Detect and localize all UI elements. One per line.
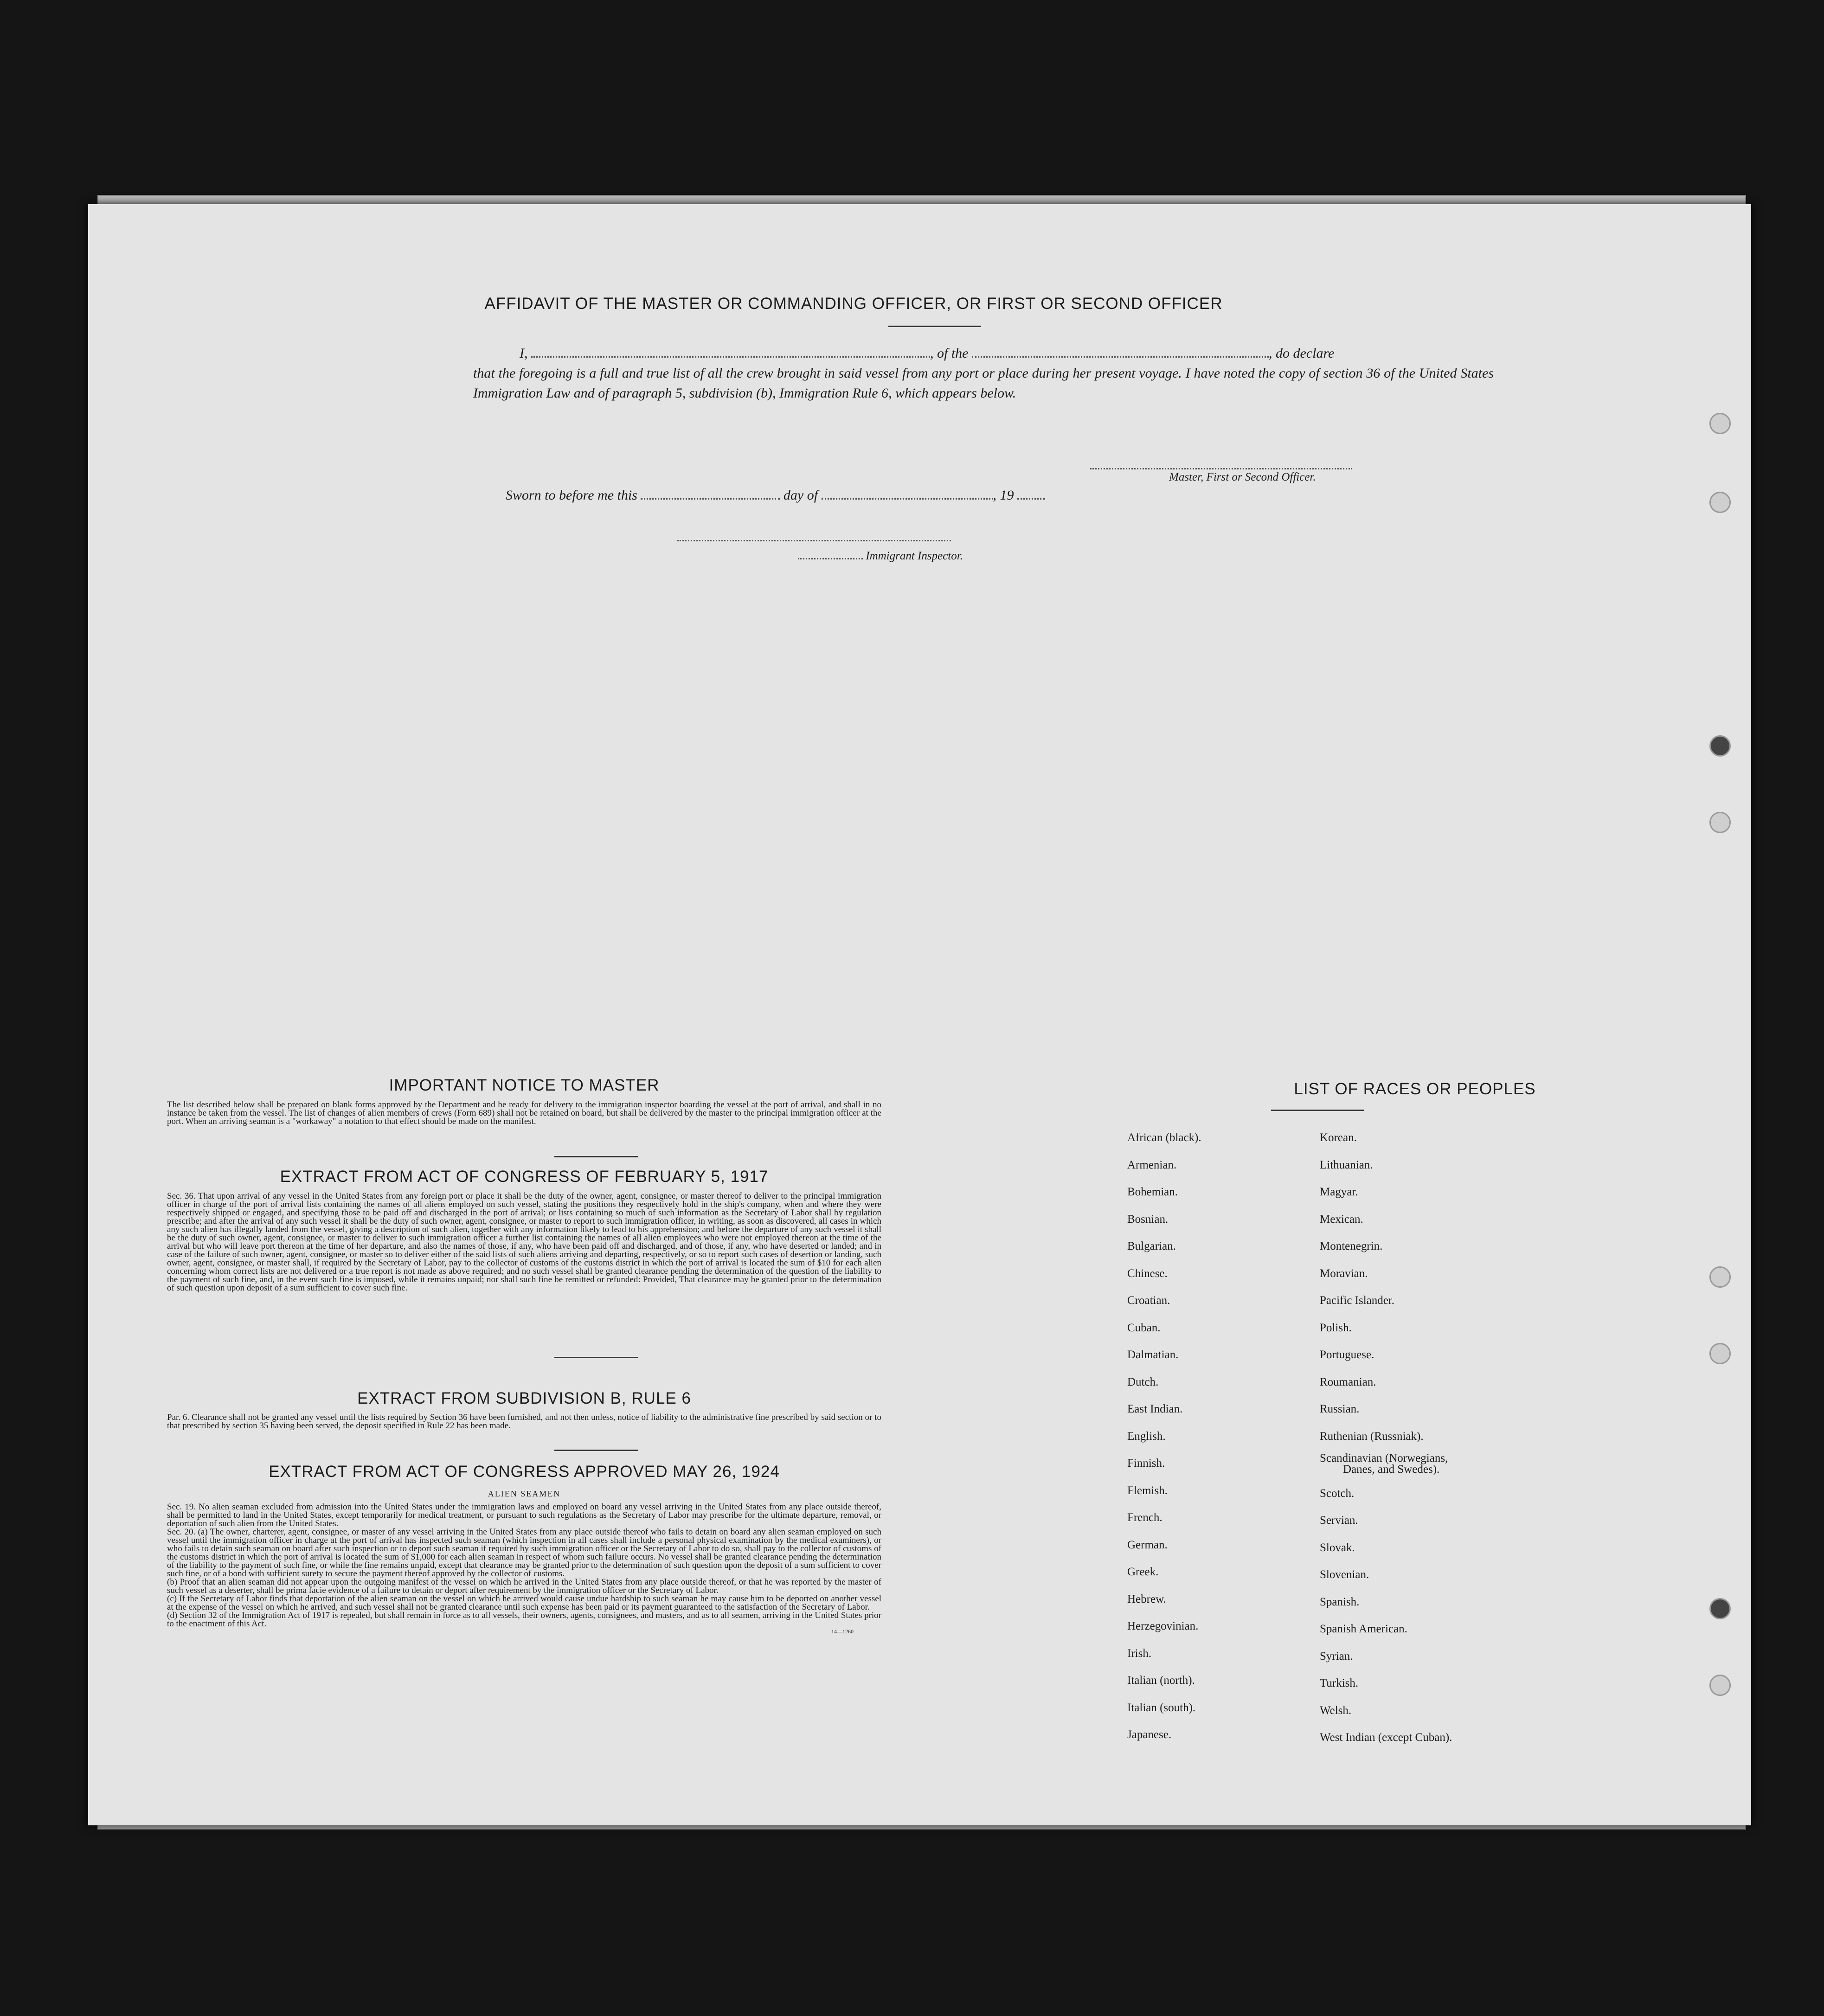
race-item: Bohemian. — [1127, 1186, 1178, 1198]
sworn-year-field[interactable] — [1017, 487, 1045, 500]
races-left-column — [1127, 1124, 1313, 1749]
race-item: Korean. — [1320, 1131, 1357, 1144]
race-item: French. — [1127, 1511, 1162, 1524]
race-item: Italian (north). — [1127, 1674, 1195, 1687]
race-item: Russian. — [1320, 1403, 1360, 1415]
inspector-label — [798, 550, 963, 563]
extract-1924-title: EXTRACT FROM ACT OF CONGRESS APPROVED MAY 26, 1924 — [269, 1463, 780, 1481]
race-item: Slovak. — [1320, 1541, 1355, 1554]
race-item: Finnish. — [1127, 1457, 1165, 1470]
race-item: Portuguese. — [1320, 1348, 1374, 1361]
races-title: LIST OF RACES OR PEOPLES — [1294, 1080, 1536, 1098]
race-item: Mexican. — [1320, 1213, 1363, 1226]
race-item: Servian. — [1320, 1514, 1358, 1527]
notice-title: IMPORTANT NOTICE TO MASTER — [389, 1076, 660, 1094]
section-rule — [554, 1450, 638, 1451]
race-item: Slovenian. — [1320, 1568, 1369, 1581]
race-item: Lithuanian. — [1320, 1158, 1373, 1171]
race-item: Turkish. — [1320, 1677, 1359, 1689]
race-item: Dalmatian. — [1127, 1348, 1179, 1361]
race-item: Dutch. — [1127, 1375, 1159, 1388]
inspector-dotted-lead — [798, 552, 863, 559]
race-item: Greek. — [1127, 1566, 1159, 1578]
race-item: Polish. — [1320, 1321, 1352, 1334]
punch-hole — [1709, 1675, 1731, 1696]
affidavit-of-the: , of the — [930, 346, 969, 361]
race-item: Pacific Islander. — [1320, 1294, 1395, 1307]
section-20c: (c) If the Secretary of Labor finds that deportation of the alien seaman on the vessel on which he arrived would cause undue hardship to such seaman he may cause him to be deported on another vessel at the expense of the vessel on which he arrived, and such vessel shall not be granted clearance until such expense has been paid or its payment guaranteed to the satisfaction of the Secretary of Labor. — [167, 1594, 881, 1612]
inspector-signature-field[interactable] — [677, 529, 951, 541]
race-item: Scotch. — [1320, 1487, 1355, 1500]
day-of: day of — [783, 488, 818, 503]
affidavit-i: I, — [520, 346, 528, 361]
document-page — [88, 204, 1751, 1825]
race-item: Croatian. — [1127, 1294, 1170, 1307]
race-item: Roumanian. — [1320, 1375, 1376, 1388]
vessel-field[interactable] — [972, 345, 1269, 358]
extract-1917-text: Sec. 36. That upon arrival of any vessel in the United States from any foreign port or place it shall be the duty of the owner, agent, consignee, or master thereof to deliver to the principal immigration officer in charge of the port of arrival lists containing the names of all aliens employed on such vessel, stating the positions they respectively hold in the ship's company, when and where they were respectively shipped or engaged, and specifying those to be paid off and discharged in the port of arrival; or lists containing so much of such information as the Secretary of Labor shall by regulation prescribe; and after the arrival of any such vessel it shall be the duty of such owner, agent, consignee, or master to report to such immigration officer, in writing, as soon as discovered, all cases in which any such alien has illegally landed from the vessel, giving a description of such alien, together with any information likely to lead to his apprehension; and before the departure of any such vessel it shall be the duty of such owner, agent, consignee, or master to deliver to such immigration officer a further list containing the names of all alien employees who were not employed thereon at the time of the arrival but who will leave port thereon at the time of her departure, and also the names of those, if any, who have been paid off and discharged, and of those, if any, who have deserted or landed; and in case of the failure of such owner, agent, consignee, or master so to deliver either of the said lists of such aliens arriving and departing, respectively, or so to report such cases of desertion or landing, such owner, agent, consignee, or master shall, if required by the Secretary of Labor, pay to the collector of customs of the customs district in which the port of arrival is located the sum of $10 for each alien concerning whom correct lists are not delivered or a true report is not made as above required; and no such vessel shall be granted clearance pending the determination of the question of the liability to the payment of such fine, and, in the event such fine is imposed, while it remains unpaid; nor shall such fine be remitted or refunded: Provided, That clearance may be granted prior to the determination of such question upon deposit of a sum sufficient to cover such fine. — [167, 1191, 881, 1293]
race-item: Montenegrin. — [1320, 1240, 1383, 1252]
sworn-line — [506, 487, 1045, 503]
race-item: Cuban. — [1127, 1321, 1161, 1334]
race-item: Syrian. — [1320, 1650, 1353, 1663]
affidavit-body — [473, 343, 1494, 403]
race-item: Ruthenian (Russniak). — [1320, 1430, 1424, 1443]
punch-hole — [1709, 413, 1731, 434]
year-prefix: , 19 — [993, 488, 1014, 503]
punch-hole — [1709, 1266, 1731, 1288]
race-item: Italian (south). — [1127, 1701, 1196, 1714]
section-20a: Sec. 20. (a) The owner, charterer, agent, consignee, or master of any vessel arriving in the United States from any place outside thereof who fails to detain on board any alien seaman employed on such vessel until the immigration officer in charge at the port of arrival has inspected such seaman (which inspection in all cases shall include a personal physical examination by the medical examiners), or who fails to detain such seaman on board after such inspection or to deport such seaman if required by such immigration officer or the Secretary of Labor to do so, shall pay to the collector of customs of the customs district in which the port of arrival is located the sum of $1,000 for each alien seaman in respect of whom such failure occurs. No vessel shall be granted clearance pending the determination of the liability to the payment of such fine, or while the fine remains unpaid, except that clearance may be granted prior to the determination of such question upon the deposit of a sum sufficient to cover such fine, or of a bond with sufficient surety to secure the payment thereof approved by the collector of customs. — [167, 1527, 881, 1579]
sworn-before: Sworn to before me this — [506, 488, 637, 503]
signature-field[interactable] — [1090, 457, 1352, 469]
race-item-line2: Danes, and Swedes). — [1343, 1463, 1440, 1476]
race-item: African (black). — [1127, 1131, 1201, 1144]
affidavit-declaration-line — [473, 343, 1494, 363]
inspector-label-text: Immigrant Inspector. — [866, 550, 963, 562]
form-number: 14—1260 — [831, 1628, 854, 1635]
name-field[interactable] — [531, 345, 930, 358]
sworn-month-field[interactable] — [822, 487, 993, 500]
affidavit-text: that the foregoing is a full and true list of all the crew brought in said vessel from any port or place during her present voyage. I have noted the copy of section 36 of the United States Immigration Law and of paragraph 5, subdivision (b), Immigration Rule 6, which appears below. — [473, 366, 1494, 401]
signature-label: Master, First or Second Officer. — [1169, 471, 1316, 483]
races-title-rule — [1271, 1110, 1364, 1111]
race-item: Bosnian. — [1127, 1213, 1169, 1226]
punch-hole — [1709, 812, 1731, 833]
race-item: Flemish. — [1127, 1484, 1168, 1497]
race-item: Hebrew. — [1127, 1592, 1166, 1605]
punch-hole — [1709, 735, 1731, 757]
subdivision-title: EXTRACT FROM SUBDIVISION B, RULE 6 — [357, 1389, 691, 1407]
race-item: Japanese. — [1127, 1728, 1172, 1741]
section-rule — [554, 1357, 638, 1358]
section-rule — [554, 1156, 638, 1157]
sworn-day-field[interactable] — [641, 487, 780, 500]
race-item-scandinavian — [1320, 1450, 1542, 1480]
affidavit-do-declare: , do declare — [1269, 346, 1335, 361]
race-item: Moravian. — [1320, 1267, 1368, 1280]
race-item-line1: Scandinavian (Norwegians, — [1320, 1452, 1448, 1464]
notice-text: The list described below shall be prepared on blank forms approved by the Department and be ready for delivery to the immigration inspector boarding the vessel at the port of arrival, and shall in no instance be taken from the vessel. The list of changes of alien members of crews (Form 689) shall not be retained on board, but shall be delivered by the master to the principal immigration officer at the port. When an arriving seaman is a "workaway" a notation to that effect should be made on the manifest. — [167, 1100, 881, 1126]
extract-1924-subtitle: ALIEN SEAMEN — [488, 1489, 561, 1498]
race-item: West Indian (except Cuban). — [1320, 1731, 1452, 1744]
race-item: Chinese. — [1127, 1267, 1168, 1280]
race-item: Irish. — [1127, 1647, 1152, 1660]
affidavit-title: AFFIDAVIT OF THE MASTER OR COMMANDING OFFICER, OR FIRST OR SECOND OFFICER — [484, 295, 1223, 313]
race-item: Welsh. — [1320, 1704, 1352, 1717]
section-20b: (b) Proof that an alien seaman did not appear upon the outgoing manifest of the vessel on which he arrived in the United States from any place outside thereof, or that he was reported by the master of such vessel as a deserter, shall be prima facie evidence of a failure to detain or deport after requirement by the immigration officer or the Secretary of Labor. — [167, 1577, 881, 1595]
race-item: Bulgarian. — [1127, 1240, 1176, 1252]
race-item: Spanish American. — [1320, 1623, 1407, 1635]
extract-1924-body — [167, 1503, 881, 1635]
race-item: Magyar. — [1320, 1186, 1358, 1198]
punch-hole — [1709, 1598, 1731, 1619]
race-item: Herzegovinian. — [1127, 1620, 1199, 1632]
race-item: Armenian. — [1127, 1158, 1177, 1171]
title-rule — [888, 326, 981, 327]
punch-hole — [1709, 492, 1731, 513]
race-item: East Indian. — [1127, 1403, 1183, 1415]
section-20d: (d) Section 32 of the Immigration Act of 1917 is repealed, but shall remain in force as to all vessels, their owners, agents, consignees, and masters, and as to all seamen, arriving in the United States prior to the enactment of this Act. — [167, 1611, 881, 1629]
punch-hole — [1709, 1343, 1731, 1364]
section-19: Sec. 19. No alien seaman excluded from admission into the United States under the immigration laws and employed on board any vessel arriving in the United States from any place outside thereof, shall be permitted to land in the United States, except temporarily for medical treatment, or pursuant to such regulations as the Secretary of Labor may prescribe for the ultimate departure, removal, or deportation of such alien from the United States. — [167, 1502, 881, 1528]
extract-1917-title: EXTRACT FROM ACT OF CONGRESS OF FEBRUARY 5, 1917 — [280, 1168, 769, 1186]
subdivision-text: Par. 6. Clearance shall not be granted any vessel until the lists required by Section 36 have been furnished, and not then unless, notice of liability to the administrative fine prescribed by said section or to that prescribed by section 35 having been served, the deposit specified in Rule 22 has been made. — [167, 1412, 881, 1431]
races-right-column — [1320, 1124, 1542, 1752]
race-item: German. — [1127, 1538, 1168, 1551]
race-item: English. — [1127, 1430, 1166, 1443]
race-item: Spanish. — [1320, 1595, 1360, 1608]
